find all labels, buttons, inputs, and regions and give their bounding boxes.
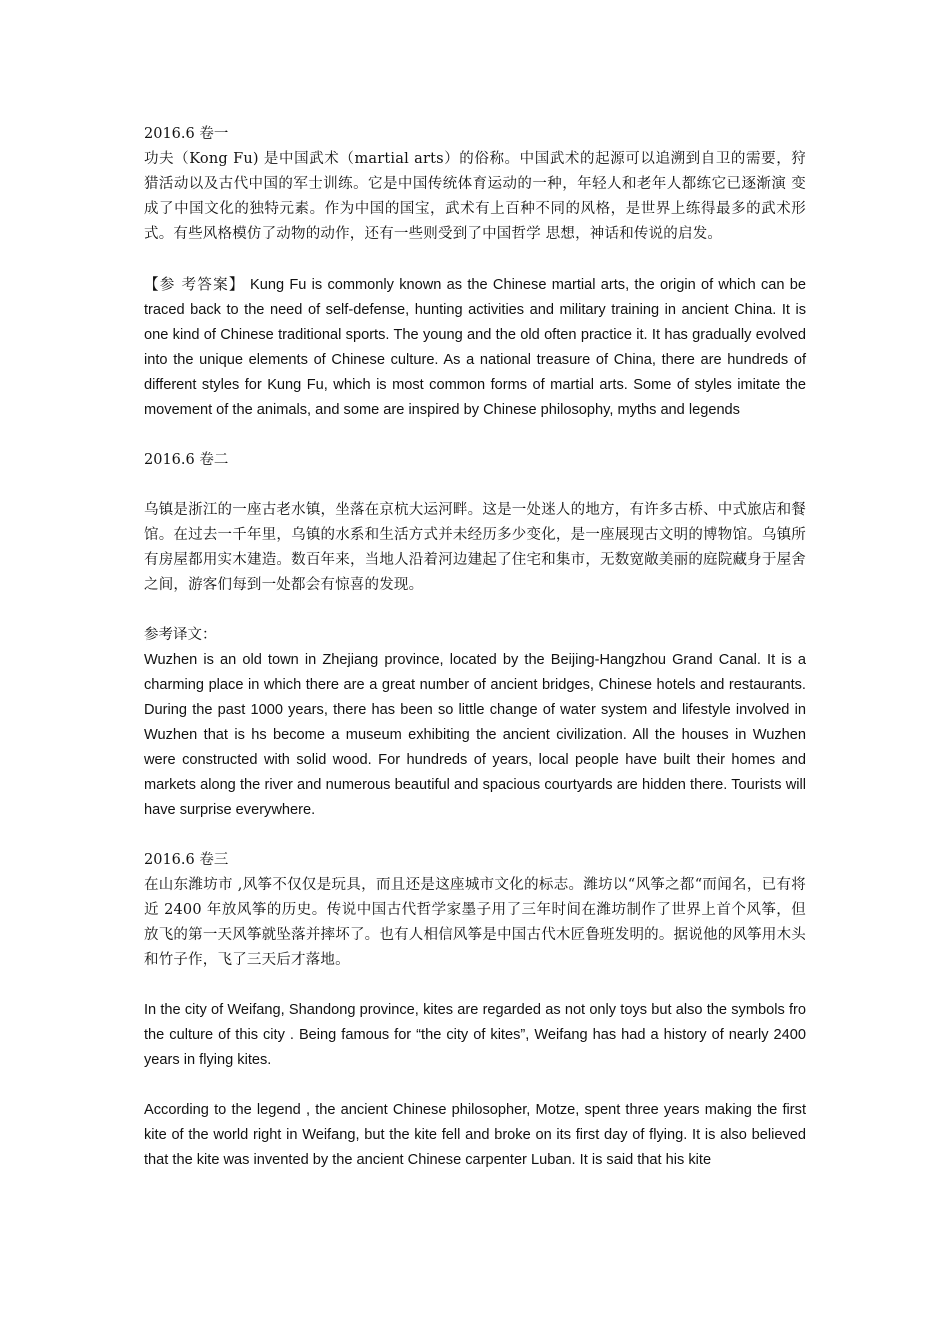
section-2-answer-text: Wuzhen is an old town in Zhejiang province, located by the Beijing-Hangzhou Grand Canal. It is a charming place in which there are a great number of ancient bridges, Chinese hotels and restaurants. During the past 1000 years, there has been so little change of water system and lifestyle involved in Wuzhen that is hs become a museum exhibiting the ancient civilization. All the houses in Wuzhen were constructed with solid wood. For hundreds of years, local people have built their homes and markets along the river and numerous beautiful and spacious courtyards are hidden there. Tourists will have surprise everywhere. <box>144 652 806 818</box>
spacer <box>144 823 806 848</box>
spacer <box>144 423 806 448</box>
spacer <box>144 973 806 998</box>
document-page <box>144 122 806 1173</box>
section-2-answer-label: 参考译文： <box>144 627 217 643</box>
spacer <box>144 473 806 498</box>
spacer <box>144 247 806 272</box>
section-1-answer-text: Kung Fu is commonly known as the Chinese martial arts, the origin of which can be traced back to the need of self-defense, hunting activities and military training in ancient China. It is one kind of Chinese traditional sports. The young and the old often practice it. It has gradually evolved into the unique elements of Chinese culture. As a national treasure of China, there are hundreds of different styles for Kung Fu, which is most common forms of martial arts. Some of styles imitate the movement of the animals, and some are inspired by Chinese philosophy, myths and legends <box>144 277 807 418</box>
section-3-heading: 2016.6 卷三 <box>144 852 229 868</box>
section-2-heading: 2016.6 卷二 <box>144 452 229 468</box>
section-2-chinese-text: 乌镇是浙江的一座古老水镇，坐落在京杭大运河畔。这是一处迷人的地方，有许多古桥、中式旅店和餐馆。在过去一千年里，乌镇的水系和生活方式并未经历多少变化，是一座展现古文明的博物馆。乌镇所有房屋都用实木建造。数百年来，当地人沿着河边建起了住宅和集市，无数宽敞美丽的庭院藏身于屋舍之间，游客们每到一处都会有惊喜的发现。 <box>144 502 806 593</box>
section-1-chinese-text: 功夫（Kong Fu) 是中国武术（martial arts）的俗称。中国武术的起源可以追溯到自卫的需要，狩猎活动以及古代中国的军士训练。它是中国传统体育运动的一种，年轻人和老年人都练它已逐渐演 变成了中国文化的独特元素。作为中国的国宝，武术有上百种不同的风格，是世界上练得最多的武术形式。有些风格模仿了动物的动作，还有一些则受到了中国哲学 思想，神话和传说的启发。 <box>144 151 806 242</box>
spacer <box>144 1073 806 1098</box>
spacer <box>144 598 806 623</box>
section-3-chinese-text: 在山东潍坊市 ,风筝不仅仅是玩具，而且还是这座城市文化的标志。潍坊以“风筝之都“而闻名，已有将近 2400 年放风筝的历史。传说中国古代哲学家墨子用了三年时间在潍坊制作了世界上首个风筝，但放飞的第一天风筝就坠落并摔坏了。也有人相信风筝是中国古代木匠鲁班发明的。据说他的风筝用木头和竹子作，飞了三天后才落地。 <box>144 877 806 968</box>
section-3-english-paragraph-2: According to the legend , the ancient Chinese philosopher, Motze, spent three years making the first kite of the world right in Weifang, but the kite fell and broke on its first day of flying. It is also believed that the kite was invented by the ancient Chinese carpenter Luban. It is said that his kite <box>144 1102 806 1168</box>
section-1-answer <box>144 272 806 423</box>
section-1-heading: 2016.6 卷一 <box>144 126 229 142</box>
section-3-english-paragraph-1: In the city of Weifang, Shandong province, kites are regarded as not only toys but also the symbols fro the culture of this city . Being famous for “the city of kites”, Weifang has had a history of nearly 2400 years in flying kites. <box>144 1002 806 1068</box>
section-1-answer-label: 【参 考答案】 <box>144 276 245 293</box>
